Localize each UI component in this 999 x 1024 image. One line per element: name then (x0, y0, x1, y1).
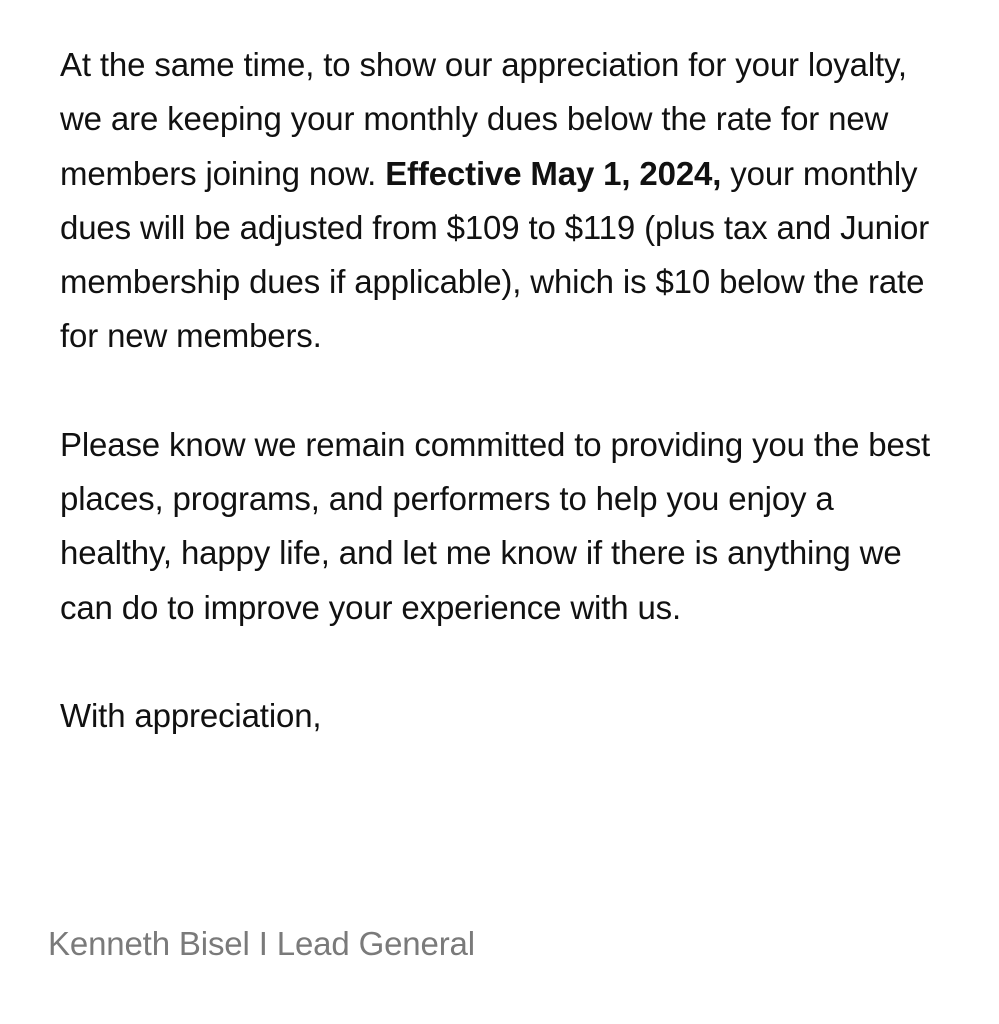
paragraph-dues-text-before: At the same time, to show our appreciation for your loyalty, we are keeping your monthly dues below the rate for new members joining now. (60, 46, 907, 192)
closing-line: With appreciation, (60, 696, 322, 734)
paragraph-dues-adjustment (60, 38, 940, 364)
paragraph-dues-text-after: your monthly dues will be adjusted from $109 to $119 (plus tax and Junior membership dues if applicable), which is $10 below the rate for new members. (60, 154, 930, 355)
paragraph-commitment: Please know we remain committed to providing you the best places, programs, and performers to help you enjoy a healthy, happy life, and let me know if there is anything we can do to improve your experience with us. (60, 425, 931, 626)
effective-date-emphasis: Effective May 1, 2024, (385, 154, 722, 192)
signature-line: Kenneth Bisel I Lead General (48, 925, 475, 962)
letter-body (60, 38, 940, 743)
